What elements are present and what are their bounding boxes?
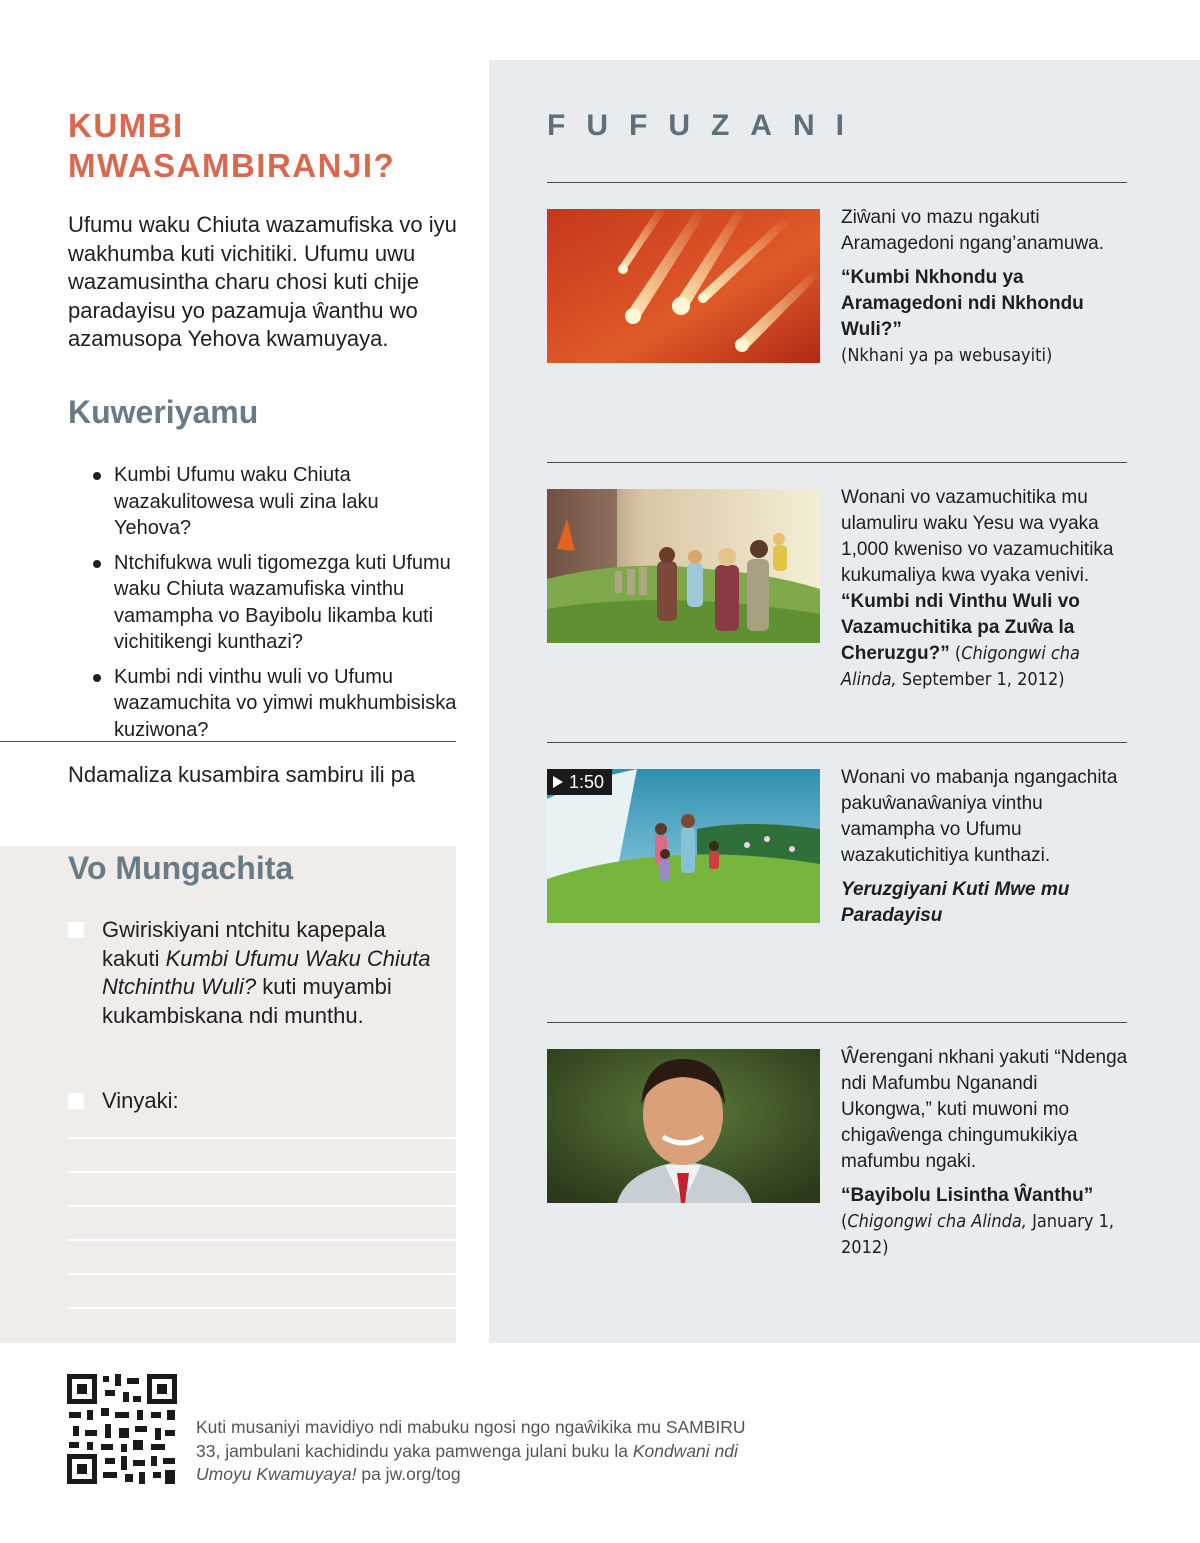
write-line[interactable]	[68, 1137, 456, 1139]
summary-title	[68, 106, 468, 186]
explore-title: FUFUZANI	[547, 109, 865, 142]
entry-reference-title[interactable]: “Bayibolu Lisintha Ŵanthu”	[841, 1185, 1094, 1206]
entry-reference-source: (Nkhani ya pa webusayiti)	[841, 345, 1053, 366]
divider	[547, 1022, 1127, 1023]
divider	[0, 741, 456, 742]
play-icon	[553, 776, 563, 788]
entry-description: Wonani vo vazamuchitika mu ulamuliru waku Yesu wa vyaka 1,000 kweniso vo vazamuchitika kukumaliya kwa vyaka venivi.	[841, 487, 1114, 586]
divider	[547, 182, 1127, 183]
checkbox[interactable]	[68, 922, 84, 938]
completion-text: Ndamaliza kusambira sambiru ili pa	[68, 762, 416, 787]
family-video-image[interactable]	[547, 769, 820, 923]
entry-reference-source: (Chigongwi cha Alinda, September 1, 2012)	[841, 643, 1080, 690]
video-duration-badge[interactable]	[547, 769, 612, 795]
footer-text: Kuti musaniyi mavidiyo ndi mabuku ngosi ngo ngaŵikika mu SAMBIRU 33, jambulani kachidindu yaka pamwenga julani buku la Kondwani ndi Umoyu Kwamuyaya! pa jw.org/tog	[196, 1417, 746, 1484]
explore-entry-4-text	[841, 1045, 1131, 1261]
review-question: Kumbi Ufumu waku Chiuta wazakulitowesa wuli zina laku Yehova?	[90, 462, 460, 542]
explore-entry-1-text	[841, 205, 1131, 369]
review-title: Kuweriyamu	[68, 394, 259, 430]
review-list	[90, 462, 460, 751]
summary-title-line2: MWASAMBIRANJI?	[68, 147, 396, 184]
entry-reference-title[interactable]: Yeruzgiyani Kuti Mwe mu Paradayisu	[841, 879, 1070, 926]
meteors-image[interactable]	[547, 209, 820, 363]
qr-code-icon[interactable]	[67, 1374, 177, 1484]
write-line[interactable]	[68, 1273, 456, 1275]
divider	[547, 742, 1127, 743]
review-question: Kumbi ndi vinthu wuli vo Ufumu wazamuchita vo yimwi mukhumbisiska kuziwona?	[90, 664, 460, 744]
write-line[interactable]	[68, 1307, 456, 1309]
write-line[interactable]	[68, 1205, 456, 1207]
todo-item-other	[68, 1087, 428, 1117]
video-duration: 1:50	[569, 772, 605, 792]
summary-text: Ufumu waku Chiuta wazamufiska vo iyu wakhumba kuti vichitiki. Ufumu uwu wazamusintha charu chosi kuti chije paradayisu yo pazamuja ŵanthu wo azamusopa Yehova kwamuyaya.	[68, 212, 457, 351]
entry-reference-title[interactable]: “Kumbi Nkhondu ya Aramagedoni ndi Nkhondu Wuli?”	[841, 267, 1084, 340]
entry-reference-source: (Chigongwi cha Alinda, January 1, 2012)	[841, 1211, 1115, 1258]
divider	[547, 462, 1127, 463]
entry-description: Wonani vo mabanja ngangachita pakuŵanaŵaniya vinthu vamampha vo Ufumu wazakutichitiya kunthazi.	[841, 767, 1118, 866]
entry-description: Ŵerengani nkhani yakuti “Ndenga ndi Mafumbu Nganandi Ukongwa,” kuti muwoni mo chigaŵenga chingumukikiya mafumbu ngaki.	[841, 1047, 1128, 1172]
todo-title: Vo Mungachita	[68, 850, 294, 886]
checkbox[interactable]	[68, 1093, 84, 1109]
todo-item-use-brochure	[68, 916, 431, 1061]
paradise-people-image[interactable]	[547, 489, 820, 643]
write-line[interactable]	[68, 1171, 456, 1173]
write-line[interactable]	[68, 1239, 456, 1241]
entry-description: Ziŵani vo mazu ngakuti Aramagedoni ngang’anamuwa.	[841, 207, 1105, 254]
todo-item-label: Gwiriskiyani ntchitu kapepala kakuti Kumbi Ufumu Waku Chiuta Ntchinthu Wuli? kuti muyambi kukambiskana ndi munthu.	[102, 917, 431, 1028]
entry-reference-title[interactable]: “Kumbi ndi Vinthu Wuli vo Vazamuchitika pa Zuŵa la Cheruzgu?”	[841, 591, 1080, 664]
explore-entry-2-text	[841, 485, 1131, 693]
explore-entry-3-text	[841, 765, 1131, 929]
todo-item-label: Vinyaki:	[102, 1088, 179, 1113]
man-portrait-image[interactable]	[547, 1049, 820, 1203]
summary-title-line1: KUMBI	[68, 107, 184, 144]
review-question: Ntchifukwa wuli tigomezga kuti Ufumu waku Chiuta wazamufiska vinthu vamampha vo Bayibolu likamba kuti vichitikengi kunthazi?	[90, 550, 460, 656]
